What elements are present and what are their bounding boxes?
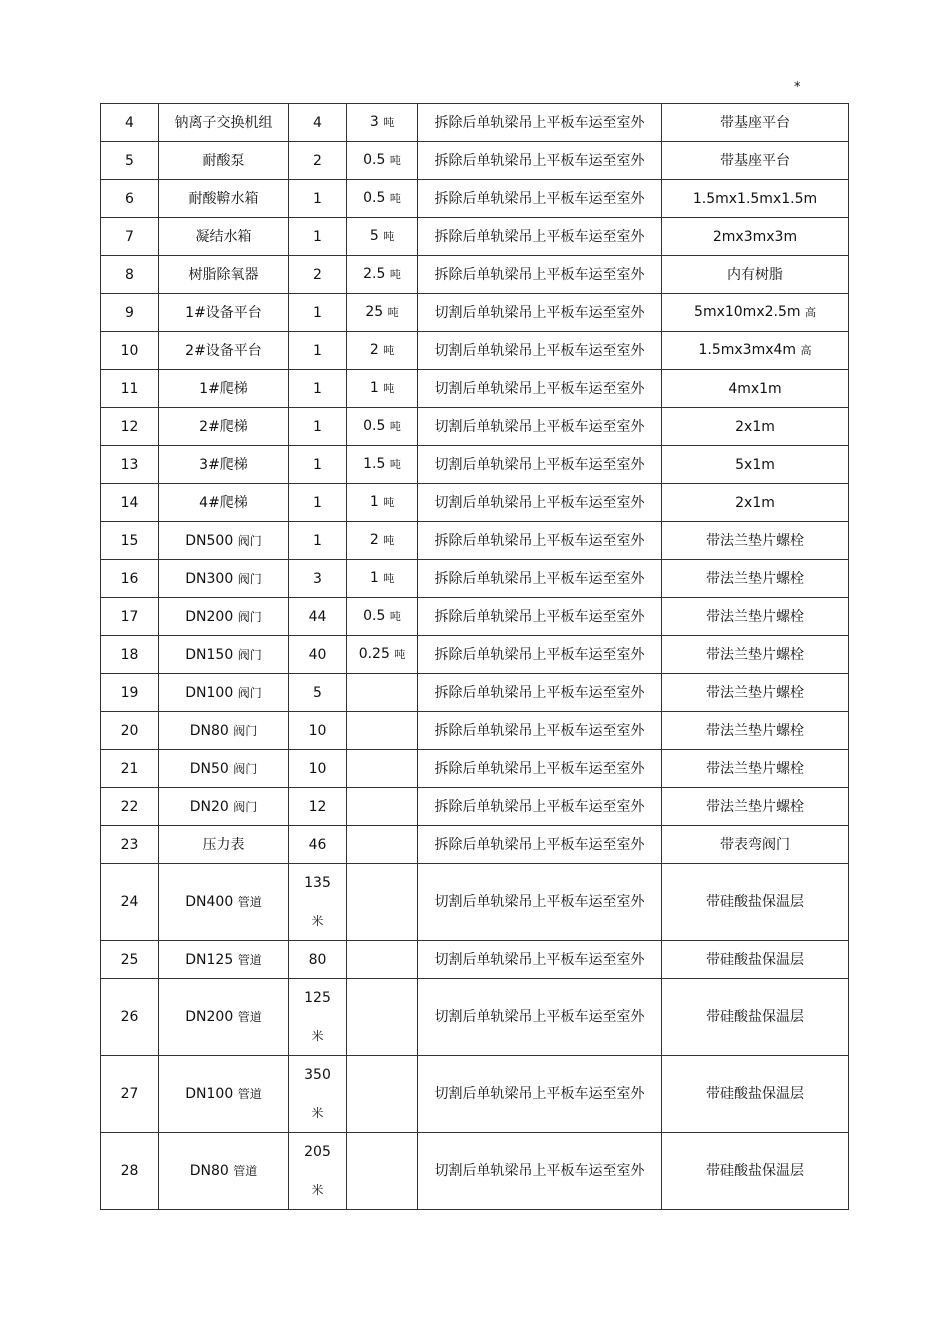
name-suffix: 阀门 (237, 647, 262, 662)
cell-method: 拆除后单轨梁吊上平板车运至室外 (418, 180, 662, 218)
cell-no: 17 (101, 598, 159, 636)
table-row (101, 674, 849, 712)
table-row (101, 180, 849, 218)
cell-note (662, 598, 849, 636)
cell-note (662, 674, 849, 712)
name-text: DN300 (185, 570, 234, 587)
weight-unit: 吨 (383, 116, 395, 129)
cell-note (662, 332, 849, 370)
table-row (101, 408, 849, 446)
cell-no: 23 (101, 826, 159, 864)
note-text: 带基座平台 (720, 114, 790, 131)
cell-note (662, 636, 849, 674)
cell-qty: 10 (289, 750, 347, 788)
weight-unit: 吨 (383, 230, 395, 243)
cell-name (159, 370, 289, 408)
weight-value: 1 (369, 494, 379, 510)
cell-no: 28 (101, 1133, 159, 1210)
table-row (101, 941, 849, 979)
cell-no: 15 (101, 522, 159, 560)
table-row (101, 446, 849, 484)
cell-weight (347, 750, 418, 788)
cell-name (159, 408, 289, 446)
cell-name (159, 712, 289, 750)
cell-name (159, 522, 289, 560)
table-row (101, 788, 849, 826)
cell-no: 16 (101, 560, 159, 598)
cell-method: 切割后单轨梁吊上平板车运至室外 (418, 941, 662, 979)
table-row (101, 104, 849, 142)
qty-unit: 米 (311, 1106, 324, 1120)
note-text: 带法兰垫片螺栓 (706, 646, 804, 663)
name-suffix: 阀门 (237, 609, 262, 624)
table-row (101, 332, 849, 370)
cell-note (662, 864, 849, 941)
cell-note (662, 560, 849, 598)
weight-value: 0.5 (363, 190, 386, 206)
cell-method: 拆除后单轨梁吊上平板车运至室外 (418, 636, 662, 674)
table-row (101, 1056, 849, 1133)
note-text: 带法兰垫片螺栓 (706, 798, 804, 815)
qty-value: 205 (304, 1144, 331, 1160)
cell-weight (347, 598, 418, 636)
cell-no: 10 (101, 332, 159, 370)
cell-method: 拆除后单轨梁吊上平板车运至室外 (418, 674, 662, 712)
name-text: DN100 (185, 684, 234, 701)
cell-method: 拆除后单轨梁吊上平板车运至室外 (418, 750, 662, 788)
weight-unit: 吨 (389, 154, 401, 167)
name-text: DN80 (189, 1163, 229, 1179)
note-text: 带硅酸盐保温层 (706, 1009, 804, 1025)
name-suffix: 管道 (237, 895, 262, 909)
cell-note (662, 522, 849, 560)
table-row (101, 560, 849, 598)
cell-qty: 1 (289, 294, 347, 332)
cell-method: 拆除后单轨梁吊上平板车运至室外 (418, 522, 662, 560)
cell-weight (347, 256, 418, 294)
cell-weight (347, 484, 418, 522)
note-text: 2x1m (735, 418, 775, 435)
note-text: 内有树脂 (727, 266, 783, 283)
cell-qty (289, 864, 347, 941)
weight-unit: 吨 (387, 306, 399, 319)
name-text: 1#设备平台 (185, 304, 262, 321)
name-suffix: 管道 (237, 1010, 262, 1024)
cell-name (159, 598, 289, 636)
note-text: 2x1m (735, 494, 775, 511)
name-text: 树脂除氧器 (188, 266, 259, 283)
cell-no: 9 (101, 294, 159, 332)
name-suffix: 阀门 (233, 723, 258, 738)
cell-no: 19 (101, 674, 159, 712)
table-row (101, 1133, 849, 1210)
cell-method: 切割后单轨梁吊上平板车运至室外 (418, 332, 662, 370)
name-text: 4#爬梯 (199, 494, 248, 511)
cell-name (159, 446, 289, 484)
weight-value: 1 (369, 570, 379, 586)
weight-value: 0.25 (358, 646, 390, 662)
note-text: 带硅酸盐保温层 (706, 1163, 804, 1179)
weight-value: 2 (369, 532, 379, 548)
cell-name (159, 941, 289, 979)
equipment-table (100, 103, 849, 1210)
name-suffix: 管道 (237, 952, 262, 967)
name-text: DN150 (185, 646, 234, 663)
qty-value: 350 (304, 1067, 331, 1083)
note-text: 带基座平台 (720, 152, 790, 169)
name-suffix: 阀门 (233, 761, 258, 776)
name-text: 1#爬梯 (199, 380, 248, 397)
weight-unit: 吨 (383, 382, 395, 395)
table-row (101, 218, 849, 256)
cell-weight (347, 446, 418, 484)
cell-name (159, 180, 289, 218)
cell-method: 切割后单轨梁吊上平板车运至室外 (418, 1056, 662, 1133)
cell-name (159, 788, 289, 826)
weight-unit: 吨 (383, 496, 395, 509)
cell-qty: 5 (289, 674, 347, 712)
cell-name (159, 484, 289, 522)
cell-note (662, 256, 849, 294)
cell-method: 切割后单轨梁吊上平板车运至室外 (418, 446, 662, 484)
table-row (101, 522, 849, 560)
cell-note (662, 104, 849, 142)
cell-no: 7 (101, 218, 159, 256)
weight-value: 25 (365, 304, 384, 320)
weight-value: 2 (369, 342, 379, 358)
name-text: 2#设备平台 (185, 342, 262, 359)
cell-note (662, 218, 849, 256)
cell-no: 5 (101, 142, 159, 180)
cell-no: 13 (101, 446, 159, 484)
cell-note (662, 142, 849, 180)
note-suffix: 高 (804, 306, 816, 319)
weight-unit: 吨 (383, 572, 395, 585)
weight-value: 5 (369, 228, 379, 244)
cell-note (662, 370, 849, 408)
weight-unit: 吨 (389, 458, 401, 471)
cell-method: 切割后单轨梁吊上平板车运至室外 (418, 484, 662, 522)
note-text: 带法兰垫片螺栓 (706, 722, 804, 739)
table-row (101, 826, 849, 864)
weight-unit: 吨 (389, 268, 401, 281)
cell-qty: 1 (289, 218, 347, 256)
weight-unit: 吨 (383, 534, 395, 547)
weight-value: 1 (369, 380, 379, 396)
cell-qty: 1 (289, 180, 347, 218)
cell-method: 切割后单轨梁吊上平板车运至室外 (418, 370, 662, 408)
note-text: 1.5mx1.5mx1.5m (692, 190, 818, 207)
cell-note (662, 826, 849, 864)
cell-weight (347, 522, 418, 560)
name-text: DN200 (185, 1009, 234, 1025)
cell-weight (347, 104, 418, 142)
name-text: 耐酸鞥水箱 (188, 190, 259, 207)
cell-weight (347, 294, 418, 332)
table-row (101, 750, 849, 788)
name-suffix: 阀门 (237, 571, 262, 586)
cell-weight (347, 979, 418, 1056)
cell-method: 拆除后单轨梁吊上平板车运至室外 (418, 104, 662, 142)
name-text: 2#爬梯 (199, 418, 248, 435)
cell-note (662, 712, 849, 750)
weight-value: 0.5 (363, 418, 386, 434)
cell-no: 18 (101, 636, 159, 674)
cell-weight (347, 560, 418, 598)
cell-weight (347, 1056, 418, 1133)
cell-name (159, 1133, 289, 1210)
cell-method: 拆除后单轨梁吊上平板车运至室外 (418, 826, 662, 864)
cell-note (662, 446, 849, 484)
cell-weight (347, 1133, 418, 1210)
name-text: 钠离子交换机组 (174, 114, 273, 131)
name-suffix: 阀门 (237, 685, 262, 700)
cell-no: 6 (101, 180, 159, 218)
qty-value: 135 (304, 875, 331, 891)
table-row (101, 979, 849, 1056)
cell-weight (347, 142, 418, 180)
cell-weight (347, 941, 418, 979)
cell-weight (347, 636, 418, 674)
note-text: 带法兰垫片螺栓 (706, 608, 804, 625)
cell-qty: 4 (289, 104, 347, 142)
weight-unit: 吨 (389, 192, 401, 205)
name-text: DN50 (189, 760, 229, 777)
cell-method: 拆除后单轨梁吊上平板车运至室外 (418, 218, 662, 256)
cell-no: 25 (101, 941, 159, 979)
cell-weight (347, 370, 418, 408)
cell-name (159, 142, 289, 180)
weight-value: 0.5 (363, 608, 386, 624)
name-suffix: 管道 (233, 1164, 258, 1178)
cell-name (159, 218, 289, 256)
cell-note (662, 1056, 849, 1133)
cell-qty (289, 1056, 347, 1133)
cell-qty (289, 1133, 347, 1210)
note-text: 带法兰垫片螺栓 (706, 684, 804, 701)
table-row (101, 294, 849, 332)
cell-qty: 12 (289, 788, 347, 826)
page-mark: * (794, 80, 801, 95)
cell-note (662, 408, 849, 446)
name-text: 压力表 (202, 836, 245, 853)
table-row (101, 712, 849, 750)
cell-qty: 3 (289, 560, 347, 598)
table-row (101, 598, 849, 636)
name-text: DN500 (185, 532, 234, 549)
table-row (101, 484, 849, 522)
cell-weight (347, 180, 418, 218)
weight-unit: 吨 (394, 648, 406, 661)
note-text: 5mx10mx2.5m (694, 304, 801, 320)
cell-note (662, 788, 849, 826)
cell-name (159, 750, 289, 788)
cell-method: 切割后单轨梁吊上平板车运至室外 (418, 864, 662, 941)
cell-name (159, 864, 289, 941)
cell-no: 8 (101, 256, 159, 294)
cell-name (159, 636, 289, 674)
cell-note (662, 750, 849, 788)
name-suffix: 阀门 (233, 799, 258, 814)
note-text: 2mx3mx3m (712, 228, 798, 245)
note-text: 带硅酸盐保温层 (706, 894, 804, 910)
cell-note (662, 1133, 849, 1210)
name-text: DN20 (189, 798, 229, 815)
cell-qty: 2 (289, 256, 347, 294)
weight-value: 2.5 (363, 266, 386, 282)
cell-method: 切割后单轨梁吊上平板车运至室外 (418, 294, 662, 332)
name-text: DN80 (189, 722, 229, 739)
qty-value: 125 (304, 990, 331, 1006)
weight-unit: 吨 (383, 344, 395, 357)
cell-weight (347, 218, 418, 256)
table-row (101, 636, 849, 674)
cell-no: 14 (101, 484, 159, 522)
equipment-table-body (101, 104, 849, 1210)
name-text: DN400 (185, 894, 234, 910)
cell-qty: 10 (289, 712, 347, 750)
note-text: 带法兰垫片螺栓 (706, 532, 804, 549)
note-text: 带法兰垫片螺栓 (706, 760, 804, 777)
cell-no: 4 (101, 104, 159, 142)
cell-weight (347, 674, 418, 712)
table-row (101, 864, 849, 941)
cell-weight (347, 332, 418, 370)
note-text: 带法兰垫片螺栓 (706, 570, 804, 587)
cell-no: 27 (101, 1056, 159, 1133)
cell-name (159, 826, 289, 864)
cell-method: 拆除后单轨梁吊上平板车运至室外 (418, 712, 662, 750)
note-text: 带硅酸盐保温层 (706, 951, 804, 968)
weight-unit: 吨 (389, 610, 401, 623)
cell-qty: 1 (289, 408, 347, 446)
cell-no: 11 (101, 370, 159, 408)
note-text: 4mx1m (728, 380, 782, 397)
cell-qty: 1 (289, 370, 347, 408)
name-text: 凝结水箱 (195, 228, 252, 245)
cell-no: 20 (101, 712, 159, 750)
cell-qty: 40 (289, 636, 347, 674)
qty-unit: 米 (311, 1029, 324, 1043)
name-text: 耐酸泵 (202, 152, 245, 169)
table-row (101, 256, 849, 294)
name-text: DN100 (185, 1086, 234, 1102)
note-text: 带表弯阀门 (720, 836, 790, 853)
cell-note (662, 979, 849, 1056)
cell-note (662, 941, 849, 979)
cell-qty: 80 (289, 941, 347, 979)
name-text: DN125 (185, 951, 234, 968)
cell-method: 拆除后单轨梁吊上平板车运至室外 (418, 598, 662, 636)
cell-no: 21 (101, 750, 159, 788)
cell-qty: 1 (289, 522, 347, 560)
cell-method: 拆除后单轨梁吊上平板车运至室外 (418, 142, 662, 180)
cell-method: 切割后单轨梁吊上平板车运至室外 (418, 1133, 662, 1210)
qty-unit: 米 (311, 914, 324, 928)
cell-qty: 1 (289, 484, 347, 522)
cell-qty: 44 (289, 598, 347, 636)
cell-weight (347, 408, 418, 446)
cell-no: 22 (101, 788, 159, 826)
cell-weight (347, 788, 418, 826)
cell-weight (347, 712, 418, 750)
cell-qty (289, 979, 347, 1056)
cell-method: 拆除后单轨梁吊上平板车运至室外 (418, 788, 662, 826)
cell-no: 12 (101, 408, 159, 446)
cell-qty: 46 (289, 826, 347, 864)
cell-weight (347, 826, 418, 864)
cell-note (662, 484, 849, 522)
note-text: 1.5mx3mx4m (698, 342, 797, 358)
cell-qty: 2 (289, 142, 347, 180)
cell-no: 24 (101, 864, 159, 941)
name-text: DN200 (185, 608, 234, 625)
cell-name (159, 1056, 289, 1133)
table-row (101, 142, 849, 180)
note-text: 5x1m (735, 456, 775, 473)
cell-name (159, 674, 289, 712)
note-text: 带硅酸盐保温层 (706, 1086, 804, 1102)
cell-method: 切割后单轨梁吊上平板车运至室外 (418, 979, 662, 1056)
cell-name (159, 560, 289, 598)
cell-weight (347, 864, 418, 941)
cell-method: 切割后单轨梁吊上平板车运至室外 (418, 408, 662, 446)
cell-qty: 1 (289, 446, 347, 484)
cell-method: 拆除后单轨梁吊上平板车运至室外 (418, 560, 662, 598)
cell-method: 拆除后单轨梁吊上平板车运至室外 (418, 256, 662, 294)
cell-name (159, 104, 289, 142)
qty-unit: 米 (311, 1183, 324, 1197)
name-text: 3#爬梯 (199, 456, 248, 473)
weight-unit: 吨 (389, 420, 401, 433)
cell-name (159, 979, 289, 1056)
cell-no: 26 (101, 979, 159, 1056)
weight-value: 0.5 (363, 152, 386, 168)
cell-note (662, 180, 849, 218)
cell-name (159, 294, 289, 332)
weight-value: 1.5 (363, 456, 386, 472)
cell-note (662, 294, 849, 332)
note-suffix: 高 (800, 344, 812, 357)
cell-name (159, 332, 289, 370)
cell-qty: 1 (289, 332, 347, 370)
weight-value: 3 (369, 114, 379, 130)
name-suffix: 阀门 (237, 533, 262, 548)
cell-name (159, 256, 289, 294)
table-row (101, 370, 849, 408)
name-suffix: 管道 (237, 1087, 262, 1101)
